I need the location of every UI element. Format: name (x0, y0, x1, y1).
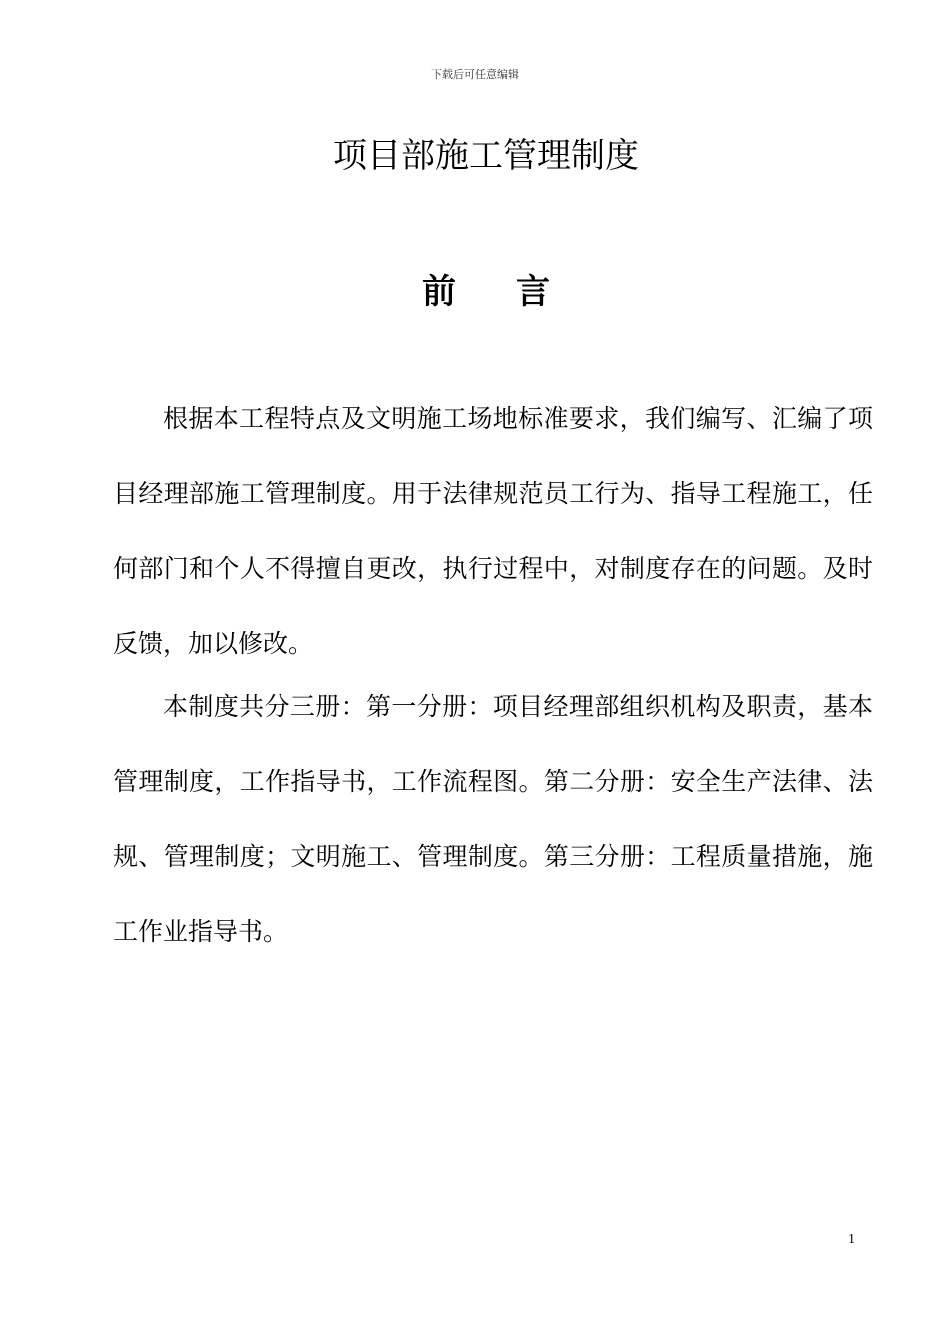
document-title: 项目部施工管理制度 (333, 136, 639, 176)
header-note: 下载后可任意编辑 (431, 68, 519, 81)
page-number: 1 (848, 1232, 855, 1247)
section-heading: 前言 (422, 272, 610, 312)
paragraph-1: 根据本工程特点及文明施工场地标准要求，我们编写、汇编了项目经理部施工管理制度。用于法律规范员工行为、指导工程施工，任何部门和个人不得擅自更改，执行过程中，对制度存在的问题。及时反馈，加以修改。 (113, 404, 873, 658)
paragraph-2: 本制度共分三册：第一分册：项目经理部组织机构及职责，基本管理制度，工作指导书，工作流程图。第二分册：安全生产法律、法规、管理制度；文明施工、管理制度。第三分册：工程质量措施，施工作业指导书。 (113, 692, 873, 946)
